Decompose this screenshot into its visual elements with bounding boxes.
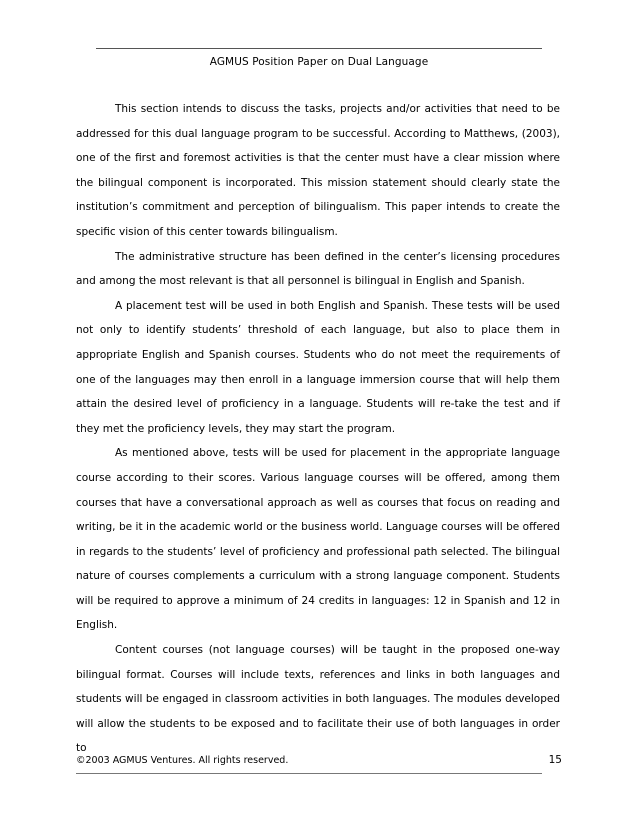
paragraph: As mentioned above, tests will be used for placement in the appropriate language course according to their scores. Various language courses will be offered, among them courses that have a conversational approach as well as courses that focus on reading and writing, be it in the academic world or the business world. Language courses will be offered in regards to the students’ level of proficiency and professional path selected. The bilingual nature of courses complements a curriculum with a strong language component. Students will be required to approve a minimum of 24 credits in languages: 12 in Spanish and 12 in English. xyxy=(76,447,560,632)
footer-copyright: ©2003 AGMUS Ventures. All rights reserved. xyxy=(76,755,289,766)
header-rule xyxy=(96,48,542,49)
paragraph: This section intends to discuss the tasks, projects and/or activities that need to be addressed for this dual language program to be successful. According to Matthews, (2003), one of the first and foremost activities is that the center must have a clear mission where the bilingual component is incorporated. This mission statement should clearly state the institution’s commitment and perception of bilingualism. This paper intends to create the specific vision of this center towards bilingualism. xyxy=(76,103,560,238)
footer-rule xyxy=(76,773,542,774)
body-text xyxy=(76,97,560,761)
paragraph: A placement test will be used in both English and Spanish. These tests will be used not only to identify students’ threshold of each language, but also to place them in appropriate English and Spanish courses. Students who do not meet the requirements of one of the languages may then enroll in a language immersion course that will help them attain the desired level of proficiency in a language. Students will re-take the test and if they met the proficiency levels, they may start the program. xyxy=(76,299,560,435)
paragraph: Content courses (not language courses) will be taught in the proposed one-way bilingual format. Courses will include texts, references and links in both languages and students will be engaged in classroom activities in both languages. The modules developed will allow the students to be exposed and to facilitate their use of both languages in order to xyxy=(76,644,560,755)
page-number: 15 xyxy=(548,754,562,766)
footer xyxy=(76,755,562,771)
header-title: AGMUS Position Paper on Dual Language xyxy=(209,56,429,68)
paragraph: The administrative structure has been defined in the center’s licensing procedures and among the most relevant is that all personnel is bilingual in English and Spanish. xyxy=(76,250,560,288)
